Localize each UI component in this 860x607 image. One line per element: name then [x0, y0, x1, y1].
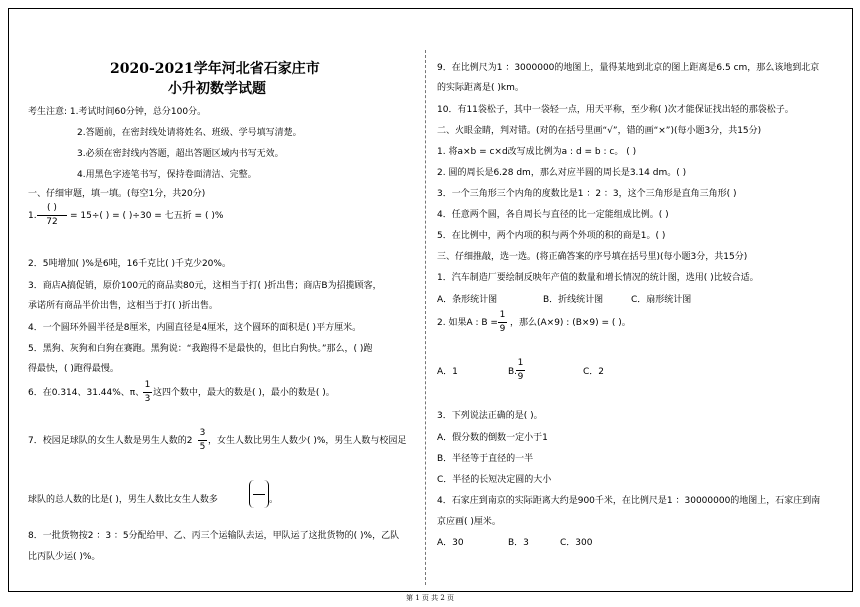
- q1-rest: = 15÷( ) = ( )÷30 = 七五折 = ( )%: [70, 211, 224, 221]
- q6-numerator: 1: [144, 380, 151, 390]
- exam-subtitle: 小升初数学试题: [168, 81, 266, 97]
- note-2: 2.答题前，在密封线处请将姓名、班级、学号填写清楚。: [77, 128, 302, 138]
- section-1-heading: 一、仔细审题，填一填。(每空1分，共20分): [28, 189, 206, 199]
- q8-line2: 比丙队少运( )%。: [28, 552, 101, 562]
- q1-fraction: [37, 203, 67, 228]
- exam-title: 2020-2021学年河北省石家庄市: [110, 61, 320, 77]
- q7-denominator: 5: [199, 442, 206, 452]
- q9-line1: 9．在比例尺为1 ：3000000的地图上，量得某地到北京的图上距离是6.5 cm，那么该地到北京: [437, 63, 820, 73]
- choice-2-option-a: A．1: [437, 367, 458, 377]
- q7-blank-fraction: [249, 480, 269, 508]
- choice-1-option-a: A．条形统计图: [437, 295, 498, 305]
- choice-2-b-denominator: 9: [517, 372, 524, 382]
- q5-line1: 5．黑狗、灰狗和白狗在赛跑。黑狗说：“我跑得不是最快的，但比白狗快。”那么，( )跑: [28, 344, 373, 354]
- judge-5: 5．在比例中，两个内项的积与两个外项的积的商是1。( ): [437, 231, 666, 241]
- q8-line1: 8．一批货物按2 ：3 ：5分配给甲、乙、丙三个运输队去运，甲队运了这批货物的( )%，乙队: [28, 531, 400, 541]
- q4: 4．一个圆环外圆半径是8厘米，内圆直径是4厘米，这个圆环的面积是( )平方厘米。: [28, 323, 362, 333]
- q3-line1: 3．商店A搞促销，原价100元的商品卖80元，这相当于打( )折出售；商店B为招揽顾客，: [28, 281, 382, 291]
- choice-2-option-b: B.: [508, 367, 518, 377]
- choice-2-option-c: C．2: [583, 367, 605, 377]
- q7-pre: 7．校园足球队的女生人数是男生人数的2: [28, 436, 193, 446]
- choice-2-denominator: 9: [499, 324, 506, 334]
- q1-denominator: 72: [46, 217, 58, 227]
- choice-3: 3．下列说法正确的是( )。: [437, 411, 543, 421]
- q7-line2-pre: 球队的总人数的比是( )，男生人数比女生人数多: [28, 495, 218, 505]
- q7-post: ，女生人数比男生人数少( )%，男生人数与校园足: [208, 436, 407, 446]
- choice-1-option-b: B．折线统计图: [543, 295, 604, 305]
- q7-numerator: 3: [199, 428, 206, 438]
- q6-denominator: 3: [144, 394, 151, 404]
- q1-prefix: 1.: [28, 211, 37, 221]
- choice-3-option-b: B．半径等于直径的一半: [437, 454, 534, 464]
- choice-2-pre: 2. 如果A : B =: [437, 318, 498, 328]
- q2: 2．5吨增加( )%是6吨，16千克比( )千克少20%。: [28, 259, 231, 269]
- note-3: 3.必须在密封线内答题，超出答题区域内书写无效。: [77, 149, 284, 159]
- judge-3: 3．一个三角形三个内角的度数比是1 ：2 ：3，这个三角形是直角三角形( ): [437, 189, 737, 199]
- page-footer: 第 1 页 共 2 页: [405, 594, 455, 602]
- note-1: 考生注意: 1.考试时间60分钟，总分100分。: [28, 107, 207, 117]
- choice-2-b-numerator: 1: [517, 358, 524, 368]
- choice-4-option-b: B．3: [508, 538, 529, 548]
- choice-2-option-b-fraction: [516, 358, 525, 383]
- q7-fraction: [198, 428, 207, 453]
- q6-post: 这四个数中，最大的数是( )，最小的数是( )。: [153, 388, 335, 398]
- column-divider: [425, 50, 426, 585]
- choice-4-line1: 4．石家庄到南京的实际距离大约是900千米，在比例尺是1 ：30000000的地图上，石家庄到南: [437, 496, 821, 506]
- section-3-heading: 三、仔细推敲，选一选。(将正确答案的序号填在括号里)(每小题3分，共15分): [437, 252, 748, 262]
- judge-4: 4．任意两个圆，各自周长与直径的比一定能组成比例。( ): [437, 210, 669, 220]
- choice-2-post: ，那么(A×9) : (B×9) = ( )。: [510, 318, 631, 328]
- note-4: 4.用黑色字迹笔书写，保持卷面清洁、完整。: [77, 170, 257, 180]
- q9-line2: 的实际距离是( )km。: [437, 83, 524, 93]
- choice-3-option-a: A．假分数的倒数一定小于1: [437, 433, 548, 443]
- judge-2: 2. 圆的周长是6.28 dm，那么对应半圆的周长是3.14 dm。( ): [437, 168, 687, 178]
- q6-fraction: [143, 380, 152, 405]
- q3-line2: 承诺所有商品半价出售，这相当于打( )折出售。: [28, 301, 218, 311]
- choice-2-fraction: [498, 310, 507, 335]
- choice-1: 1．汽车制造厂要绘制反映年产值的数量和增长情况的统计图，选用( )比较合适。: [437, 273, 759, 283]
- q1-numerator: ( ): [47, 203, 57, 213]
- section-2-heading: 二、火眼金睛，判对错。(对的在括号里画“√”，错的画“×”)(每小题3分，共15分): [437, 126, 762, 136]
- q6-pre: 6．在0.314、31.44%、π、: [28, 388, 145, 398]
- choice-1-option-c: C．扇形统计图: [631, 295, 692, 305]
- choice-4-option-c: C．300: [560, 538, 593, 548]
- choice-3-option-c: C．半径的长短决定圆的大小: [437, 475, 552, 485]
- choice-4-option-a: A．30: [437, 538, 464, 548]
- q10: 10．有11袋松子，其中一袋轻一点，用天平称，至少称( )次才能保证找出轻的那袋松子。: [437, 105, 794, 115]
- choice-4-line2: 京应画( )厘米。: [437, 517, 501, 527]
- choice-2-numerator: 1: [499, 310, 506, 320]
- q7-line2-post: 。: [269, 495, 279, 505]
- judge-1: 1. 将a×b = c×d改写成比例为a : d = b : c。 ( ): [437, 147, 637, 157]
- q5-line2: 得最快，( )跑得最慢。: [28, 364, 119, 374]
